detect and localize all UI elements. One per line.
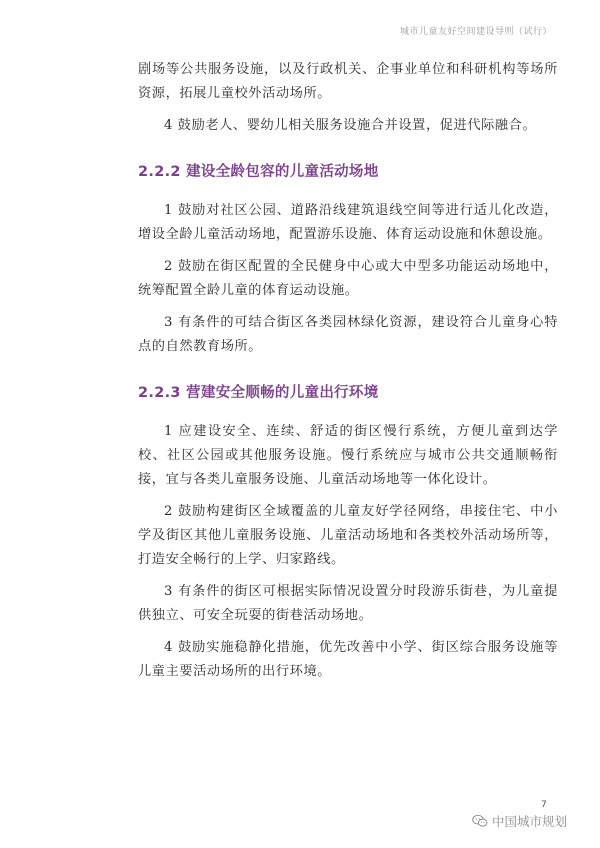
- section-heading-2-2-2: 2.2.2 建设全龄包容的儿童活动场地: [138, 164, 379, 180]
- watermark-text: 中国城市规划: [492, 814, 568, 829]
- watermark: [472, 812, 567, 830]
- body-paragraph: 1 鼓励对社区公园、道路沿线建筑退线空间等进行适儿化改造，增设全龄儿童活动场地，配置游乐设施、体育运动设施和休憩设施。: [138, 203, 558, 242]
- body-paragraph: 2 鼓励在街区配置的全民健身中心或大中型多功能运动场地中，统筹配置全龄儿童的体育运动设施。: [138, 259, 558, 298]
- wechat-icon: [472, 814, 488, 828]
- body-paragraph: 2 鼓励构建街区全域覆盖的儿童友好学径网络，串接住宅、中小学及街区其他儿童服务设施、儿童活动场地和各类校外活动场所等，打造安全畅行的上学、归家路线。: [138, 504, 558, 567]
- running-header-title: 城市儿童友好空间建设导则（试行）: [399, 27, 552, 37]
- page-number: 7: [541, 800, 547, 810]
- body-paragraph: 3 有条件的街区可根据实际情况设置分时段游乐街巷，为儿童提供独立、可安全玩耍的街巷活动场地。: [138, 584, 558, 623]
- document-body: [138, 58, 558, 692]
- body-paragraph: 4 鼓励老人、婴幼儿相关服务设施合并设置，促进代际融合。: [164, 118, 537, 133]
- body-paragraph: 3 有条件的可结合街区各类园林绿化资源，建设符合儿童身心特点的自然教育场所。: [138, 315, 558, 354]
- body-paragraph: 1 应建设安全、连续、舒适的街区慢行系统，方便儿童到达学校、社区公园或其他服务设施。慢行系统应与城市公共交通顺畅衔接，宜与各类儿童服务设施、儿童活动场地等一体化设计。: [138, 424, 558, 487]
- body-paragraph: 剧场等公共服务设施，以及行政机关、企事业单位和科研机构等场所资源，拓展儿童校外活动场所。: [138, 62, 558, 101]
- body-paragraph: 4 鼓励实施稳静化措施，优先改善中小学、街区综合服务设施等儿童主要活动场所的出行环境。: [138, 640, 558, 679]
- section-heading-2-2-3: 2.2.3 营建安全顺畅的儿童出行环境: [138, 385, 379, 401]
